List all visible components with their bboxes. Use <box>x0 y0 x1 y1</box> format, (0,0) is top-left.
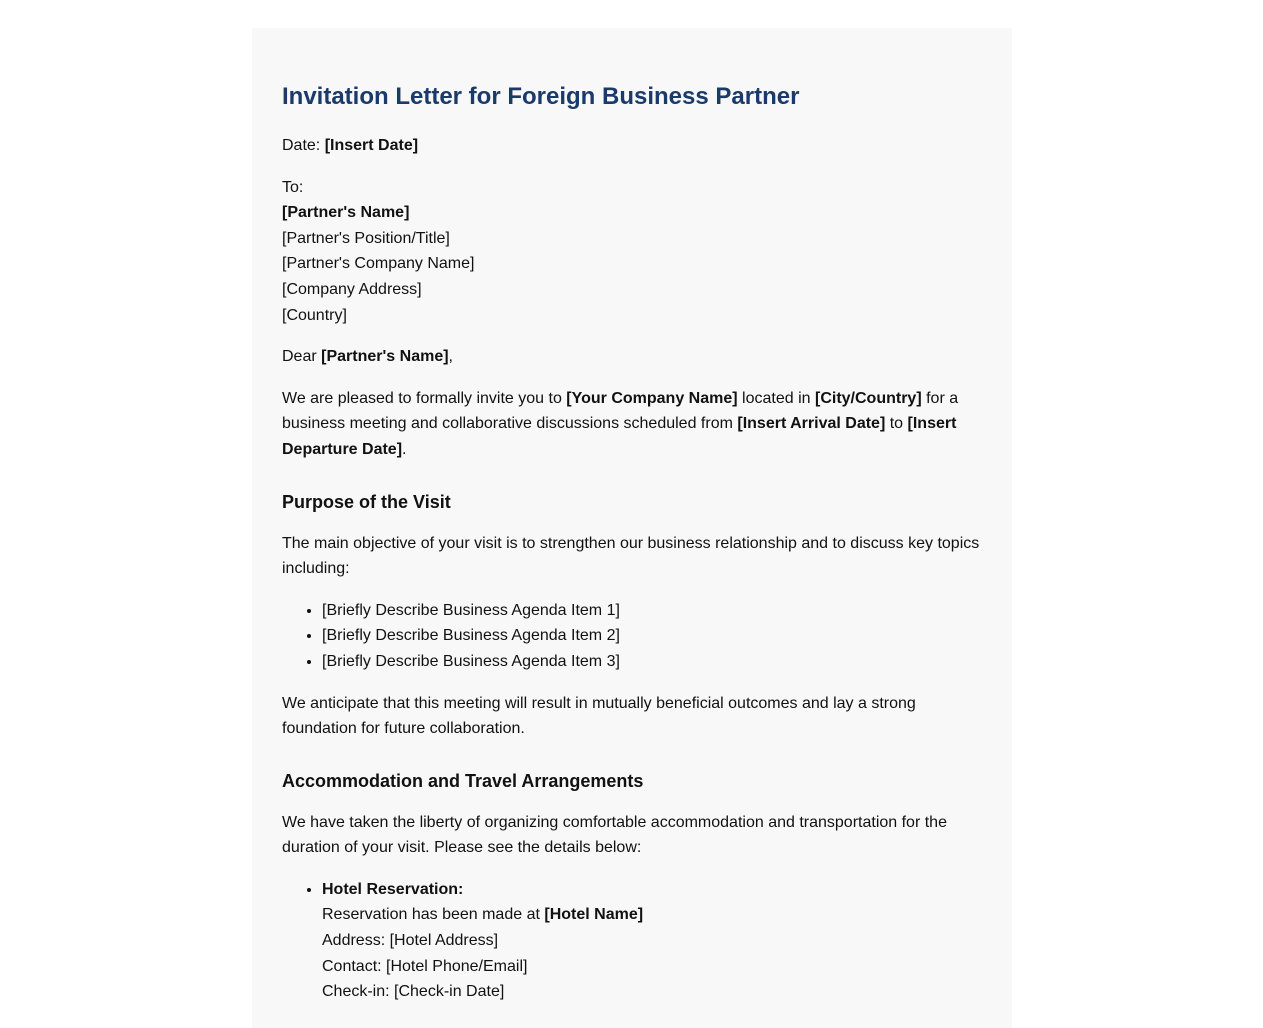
intro-departure: [Insert Departure Date] <box>282 415 957 458</box>
recipient-address: [Company Address] <box>282 280 422 298</box>
intro-text-2: located in <box>742 389 811 407</box>
intro-location: [City/Country] <box>814 389 922 407</box>
hotel-checkin: Check-in: [Check-in Date] <box>322 983 505 1001</box>
recipient-position: [Partner's Position/Title] <box>282 229 450 247</box>
intro-paragraph <box>282 386 982 463</box>
agenda-item: • [Briefly Describe Business Agenda Item 1] <box>322 598 982 624</box>
accommodation-text: We have taken the liberty of organizing comfortable accommodation and transportation for the duration of your visit. Please see the details below: <box>282 813 947 857</box>
letter-page <box>252 28 1012 1028</box>
recipient-country: [Country] <box>282 306 347 324</box>
purpose-heading: Purpose of the Visit <box>282 491 451 512</box>
date-line <box>282 133 982 159</box>
salutation <box>282 344 982 370</box>
recipient-name: [Partner's Name] <box>282 204 410 222</box>
accommodation-list <box>282 877 982 1005</box>
hotel-contact: Contact: [Hotel Phone/Email] <box>322 957 528 975</box>
purpose-text: The main objective of your visit is to strengthen our business relationship and to discuss key topics including: <box>282 534 980 578</box>
hotel-label: • Hotel Reservation: <box>322 880 464 898</box>
to-label: To: <box>282 178 304 196</box>
salutation-prefix: Dear <box>282 348 317 366</box>
purpose-closing: We anticipate that this meeting will result in mutually beneficial outcomes and lay a strong foundation for future collaboration. <box>282 694 916 738</box>
hotel-item <box>322 877 982 1005</box>
accommodation-heading: Accommodation and Travel Arrangements <box>282 770 644 791</box>
intro-text-3: for a business meeting and collaborative discussions scheduled from <box>282 389 959 433</box>
salutation-suffix: , <box>448 348 453 366</box>
hotel-name: [Hotel Name] <box>544 906 644 924</box>
salutation-name: [Partner's Name] <box>321 348 449 366</box>
intro-company: [Your Company Name] <box>566 389 738 407</box>
intro-text-4: to <box>889 415 904 433</box>
intro-text-1: We are pleased to formally invite you to <box>282 389 562 407</box>
intro-arrival: [Insert Arrival Date] <box>737 415 886 433</box>
hotel-reservation-text: Reservation has been made at <box>322 906 540 924</box>
intro-text-5: . <box>402 440 407 458</box>
recipient-company: [Partner's Company Name] <box>282 255 475 273</box>
agenda-item: • [Briefly Describe Business Agenda Item 2] <box>322 623 982 649</box>
date-value: [Insert Date] <box>324 137 419 154</box>
agenda-list <box>282 598 982 675</box>
date-label: Date: <box>282 137 321 154</box>
hotel-address: Address: [Hotel Address] <box>322 932 499 950</box>
agenda-item: • [Briefly Describe Business Agenda Item 3] <box>322 649 982 675</box>
hotel-reservation-line <box>322 902 982 928</box>
letter-title: Invitation Letter for Foreign Business Partner <box>282 83 800 110</box>
recipient-block <box>282 175 982 329</box>
